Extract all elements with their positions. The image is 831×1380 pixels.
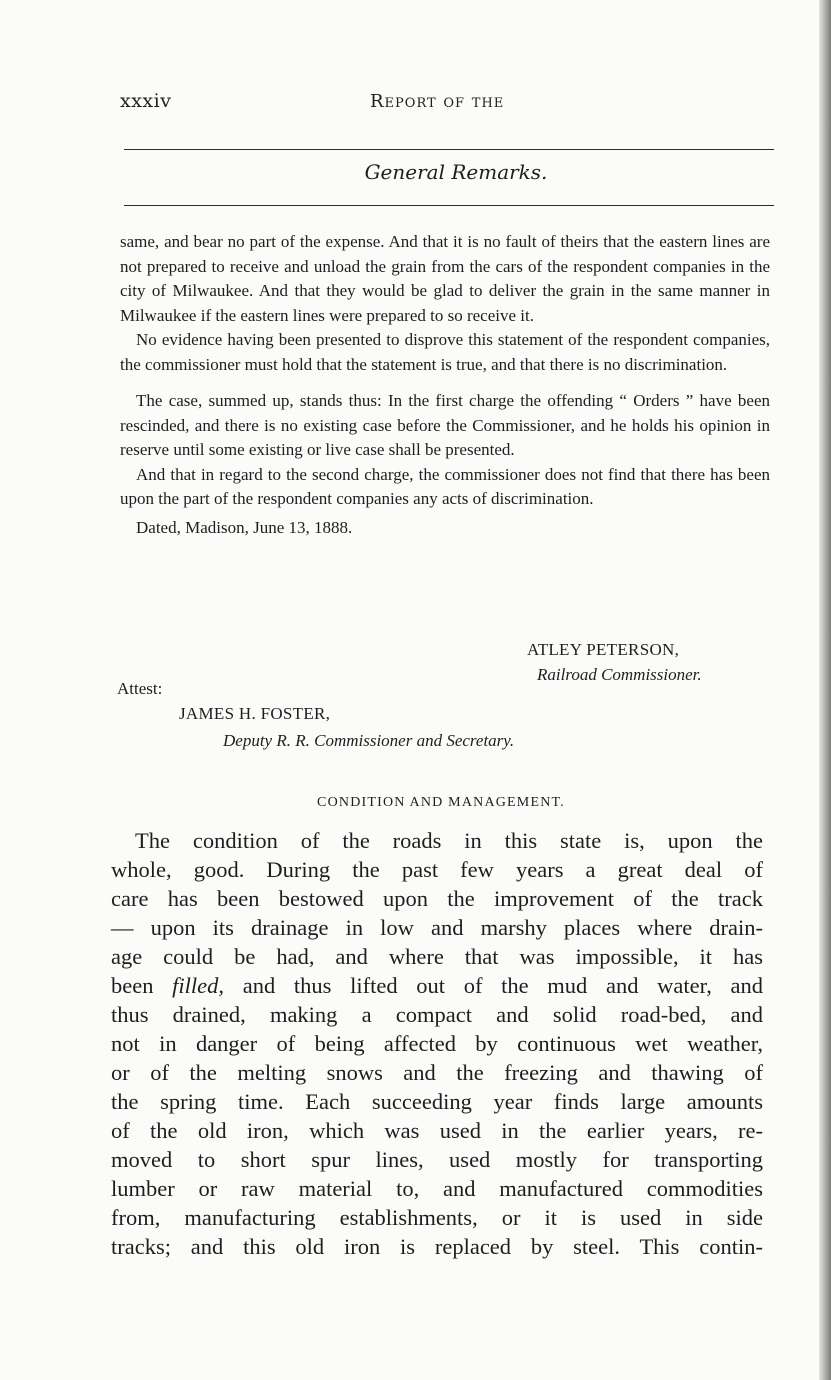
text-line: whole, good. During the past few years a great deal of bbox=[111, 857, 763, 882]
secretary-title: Deputy R. R. Commissioner and Secretary. bbox=[223, 731, 515, 750]
paragraph-no-evidence: No evidence having been presented to disprove this statement of the respondent companies, the commissioner must hold that the statement is true, and that there is no discrimination. bbox=[120, 330, 770, 374]
section-title: General Remarks. bbox=[364, 160, 548, 184]
secretary-name: JAMES H. FOSTER, bbox=[179, 704, 331, 723]
condition-text bbox=[111, 826, 763, 1261]
text-line: moved to short spur lines, used mostly for transporting bbox=[111, 1147, 763, 1172]
text-line: tracks; and this old iron is replaced by steel. This contin- bbox=[111, 1234, 763, 1259]
text-line: care has been bestowed upon the improvement of the track bbox=[111, 886, 763, 911]
italic-filled: filled, bbox=[172, 973, 225, 998]
text-line: lumber or raw material to, and manufactured commodities bbox=[111, 1176, 763, 1201]
text-fragment: and thus lifted out of the mud and water, and bbox=[242, 973, 764, 998]
page-edge-shadow bbox=[819, 0, 831, 1380]
text-line: or of the melting snows and the freezing and thawing of bbox=[111, 1060, 763, 1085]
paragraph-second-charge: And that in regard to the second charge, the commissioner does not find that there has been upon the part of the respondent companies any acts of discrimination. bbox=[120, 464, 770, 508]
header-rule-top bbox=[124, 149, 774, 150]
running-head: Report of the bbox=[370, 91, 505, 112]
commissioner-name: ATLEY PETERSON, bbox=[527, 640, 680, 659]
page-number: xxxiv bbox=[120, 90, 172, 112]
text-line: thus drained, making a compact and solid road-bed, and bbox=[111, 1002, 763, 1027]
attest-label: Attest: bbox=[117, 679, 163, 698]
text-fragment: been bbox=[111, 973, 154, 998]
decision-text bbox=[120, 230, 770, 540]
commissioner-title: Railroad Commissioner. bbox=[537, 665, 702, 684]
header-rule-bottom bbox=[124, 205, 774, 206]
text-line-filled bbox=[111, 971, 763, 1000]
text-line: age could be had, and where that was impossible, it has bbox=[111, 944, 763, 969]
text-line: The condition of the roads in this state is, upon the bbox=[135, 828, 763, 853]
text-line: — upon its drainage in low and marshy places where drain- bbox=[111, 915, 763, 940]
dated-line: Dated, Madison, June 13, 1888. bbox=[136, 517, 353, 537]
text-line: the spring time. Each succeeding year finds large amounts bbox=[111, 1089, 763, 1114]
paragraph-continuation: same, and bear no part of the expense. And that it is no fault of theirs that the eastern lines are not prepared to receive and unload the grain from the cars of the respondent companies in the city of Milwaukee. And that they would be glad to deliver the grain in the same manner in Milwaukee if the eastern lines were prepared to so receive it. bbox=[120, 232, 770, 325]
text-line: not in danger of being affected by continuous wet weather, bbox=[111, 1031, 763, 1056]
paragraph-summary: The case, summed up, stands thus: In the first charge the offending “ Orders ” have been rescinded, and there is no existing case before the Commissioner, and he holds his opinion in reserve until some existing or live case shall be presented. bbox=[120, 391, 770, 459]
text-line: from, manufacturing establishments, or it is used in side bbox=[111, 1205, 763, 1230]
text-line: of the old iron, which was used in the earlier years, re- bbox=[111, 1118, 763, 1143]
condition-heading: CONDITION AND MANAGEMENT. bbox=[317, 795, 565, 810]
